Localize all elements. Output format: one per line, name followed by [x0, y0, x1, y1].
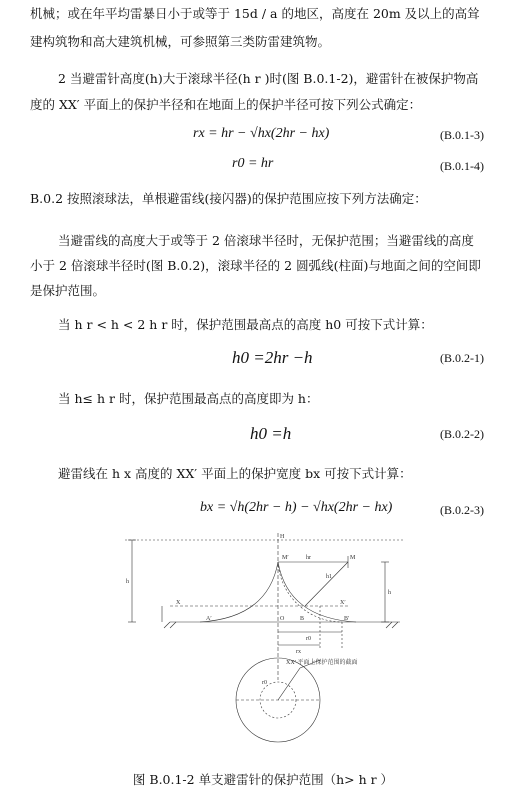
equation-b014: r0 = hr	[232, 156, 274, 171]
paragraph-line: 机械；或在年平均雷暴日小于或等于 15d / a 的地区，高度在 20m 及以上的高耸	[30, 6, 480, 21]
label-m-prime: M′	[282, 555, 289, 561]
paragraph-line: 当 h r < h < 2 h r 时，保护范围最高点的高度 h0 可按下式计算：	[58, 317, 433, 332]
equation-number: (B.0.1-3)	[440, 128, 484, 142]
label-o: O	[280, 616, 285, 622]
equation-b013: rx = hr − √hx(2hr − hx)	[193, 126, 330, 141]
section-heading: B.0.2 按照滚球法，单根避雷线(接闪器)的保护范围应按下列方法确定：	[30, 191, 427, 206]
paragraph-line: 建构筑物和高大建筑机械，可参照第三类防雷建筑物。	[30, 34, 331, 49]
label-h: h	[126, 579, 129, 585]
equation-number: (B.0.2-1)	[440, 351, 484, 365]
paragraph-line: 避雷线在 h x 高度的 XX′ 平面上的保护宽度 bx 可按下式计算：	[58, 466, 412, 481]
label-r0: r0	[306, 636, 311, 642]
label-h1: h1	[326, 574, 332, 580]
equation-number: (B.0.2-2)	[440, 427, 484, 441]
label-b: B	[300, 616, 305, 622]
label-top: H	[280, 534, 285, 540]
label-rx: rx	[296, 649, 301, 655]
equation-number: (B.0.1-4)	[440, 159, 484, 173]
label-circle-r: r0	[262, 680, 267, 686]
label-plane-note: XX′ 平面上保护范围的截面	[286, 660, 358, 666]
paragraph-line: 2 当避雷针高度(h)大于滚球半径(h r )时(图 B.0.1-2)，避雷针在被保护物高	[58, 71, 479, 86]
equation-b023: bx = √h(2hr − h) − √hx(2hr − hx)	[200, 500, 393, 515]
label-x: X	[176, 600, 181, 606]
label-m: M	[350, 555, 356, 561]
paragraph-line: 当避雷线的高度大于或等于 2 倍滚球半径时，无保护范围；当避雷线的高度	[58, 233, 474, 248]
paragraph-line: 度的 XX′ 平面上的保护半径和在地面上的保护半径可按下列公式确定：	[30, 97, 422, 112]
paragraph-line: 小于 2 倍滚球半径时(图 B.0.2)，滚球半径的 2 圆弧线(柱面)与地面之间的空间即	[30, 258, 481, 273]
label-x-prime: X′	[340, 600, 346, 606]
label-hr: hr	[306, 555, 311, 561]
paragraph-line: 是保护范围。	[30, 283, 106, 298]
equation-b021: h0 =2hr −h	[232, 348, 313, 367]
label-h-right: h	[388, 590, 391, 596]
paragraph-line: 当 h≤ h r 时，保护范围最高点的高度即为 h：	[58, 391, 319, 406]
label-a-prime: A′	[206, 616, 212, 622]
figure-caption: 图 B.0.1-2 单支避雷针的保护范围（h> h r ）	[132, 772, 394, 787]
equation-number: (B.0.2-3)	[440, 503, 484, 517]
equation-b022: h0 =h	[250, 424, 292, 443]
label-b-prime: B′	[344, 616, 350, 622]
